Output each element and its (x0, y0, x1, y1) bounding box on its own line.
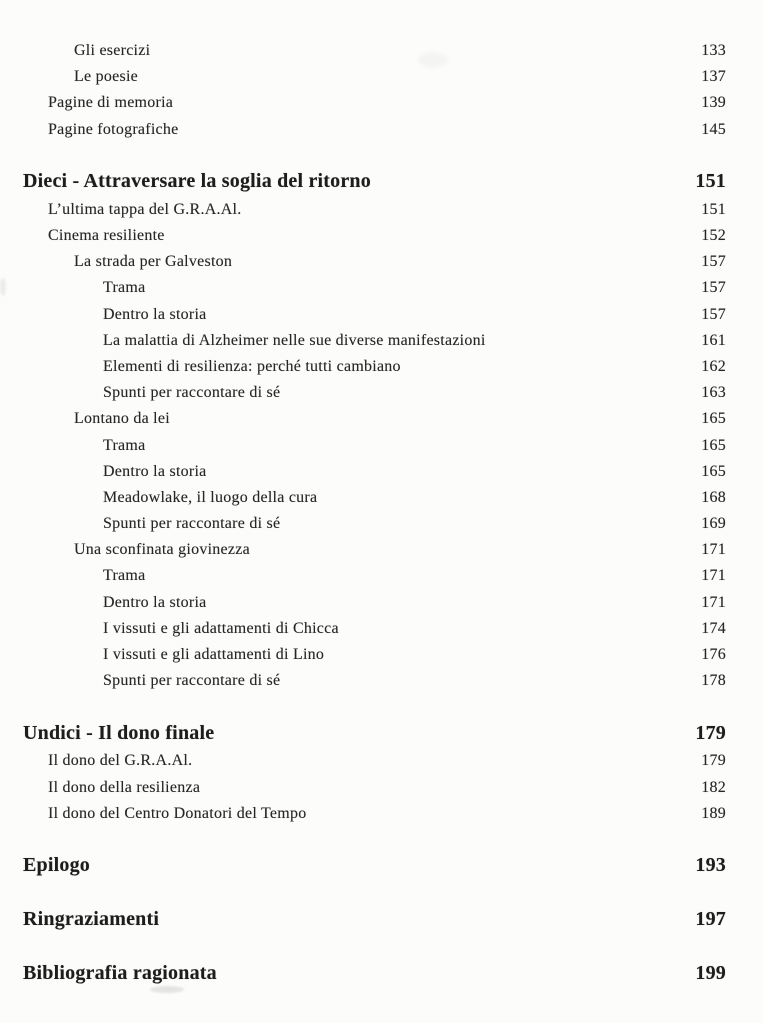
toc-entry (23, 302, 726, 328)
toc-entry-page-number: 171 (701, 567, 726, 585)
toc-entry-page-number: 178 (701, 672, 726, 690)
toc-entry-label: I vissuti e gli adattamenti di Chicca (103, 619, 339, 637)
toc-entry-page-number: 163 (701, 384, 726, 402)
toc-entry-label: Pagine di memoria (48, 94, 174, 112)
toc-entry (23, 64, 726, 90)
toc-entry-label: I vissuti e gli adattamenti di Lino (103, 646, 325, 664)
toc-entry (23, 590, 726, 616)
toc-entry-label: Il dono del Centro Donatori del Tempo (48, 804, 307, 822)
toc-entry-page-number: 199 (695, 962, 726, 985)
toc-entry-page-number: 197 (695, 908, 726, 931)
toc-entry-page-number: 171 (701, 541, 726, 559)
toc-entry-label: Gli esercizi (74, 42, 151, 60)
toc-entry (23, 851, 726, 881)
toc-entry-page-number: 176 (701, 646, 726, 664)
toc-entry-page-number: 157 (701, 279, 726, 297)
toc-entry-label: L’ultima tappa del G.R.A.Al. (48, 200, 242, 218)
toc-entry (23, 668, 726, 694)
toc-entry (23, 616, 726, 642)
toc-entry (23, 380, 726, 406)
toc-entry-page-number: 133 (701, 42, 726, 60)
toc-entry (23, 642, 726, 668)
toc-entry-label: Pagine fotografiche (48, 120, 179, 138)
toc-entry (23, 537, 726, 563)
toc-entry (23, 167, 726, 197)
toc-entry-page-number: 157 (701, 253, 726, 271)
toc-entry-page-number: 165 (701, 462, 726, 480)
toc-entry-label: Spunti per raccontare di sé (103, 672, 281, 690)
toc-entry-label: Dentro la storia (103, 593, 207, 611)
toc-entry-label: Undici - Il dono finale (23, 721, 215, 744)
toc-entry (23, 406, 726, 432)
toc-entry (23, 38, 726, 64)
toc-entry (23, 432, 726, 458)
toc-entry-page-number: 151 (701, 200, 726, 218)
toc-entry-page-number: 174 (701, 619, 726, 637)
toc-entry-label: Spunti per raccontare di sé (103, 515, 281, 533)
toc-entry (23, 775, 726, 801)
toc-entry (23, 718, 726, 748)
toc-entry (23, 223, 726, 249)
toc-entry (23, 197, 726, 223)
toc-entry (23, 905, 726, 935)
toc-entry (23, 90, 726, 116)
toc-entry (23, 328, 726, 354)
toc-entry-label: Epilogo (23, 854, 90, 877)
toc-entry (23, 511, 726, 537)
toc-entry (23, 563, 726, 589)
toc-entry-label: Cinema resiliente (48, 227, 165, 245)
toc-entry-page-number: 139 (701, 94, 726, 112)
toc-entry-page-number: 182 (701, 778, 726, 796)
toc-entry-label: Ringraziamenti (23, 908, 160, 931)
toc-entry-page-number: 157 (701, 305, 726, 323)
toc-entry (23, 748, 726, 774)
toc-entry-label: Dentro la storia (103, 305, 207, 323)
toc-entry-page-number: 152 (701, 227, 726, 245)
toc-entry-label: Dieci - Attraversare la soglia del ritorno (23, 170, 371, 193)
toc-entry (23, 117, 726, 143)
toc-entry-page-number: 169 (701, 515, 726, 533)
toc-entry-label: La strada per Galveston (74, 253, 233, 271)
toc-entry (23, 354, 726, 380)
toc-entry-label: Trama (103, 279, 146, 297)
toc-entry-page-number: 168 (701, 488, 726, 506)
toc-entry-label: Lontano da lei (74, 410, 170, 428)
toc-entry-label: Dentro la storia (103, 462, 207, 480)
toc-entry-page-number: 145 (701, 120, 726, 138)
toc-entry-label: Spunti per raccontare di sé (103, 384, 281, 402)
toc-entry-page-number: 162 (701, 357, 726, 375)
toc-entry-label: Una sconfinata giovinezza (74, 541, 250, 559)
toc-entry (23, 959, 726, 989)
toc-entry-label: Bibliografia ragionata (23, 962, 217, 985)
toc-entry-page-number: 165 (701, 410, 726, 428)
toc-entry-page-number: 171 (701, 593, 726, 611)
toc-entry-label: Meadowlake, il luogo della cura (103, 488, 318, 506)
toc-entry-page-number: 179 (701, 752, 726, 770)
toc-entry-label: La malattia di Alzheimer nelle sue diverse manifestazioni (103, 331, 486, 349)
toc-entry-page-number: 137 (701, 68, 726, 86)
toc-entry-label: Le poesie (74, 68, 138, 86)
toc-entry-label: Il dono del G.R.A.Al. (48, 752, 193, 770)
toc-entry-label: Trama (103, 567, 146, 585)
toc-entry-page-number: 151 (695, 170, 726, 193)
toc-entry-page-number: 179 (695, 721, 726, 744)
toc-entry (23, 485, 726, 511)
toc-entry-page-number: 165 (701, 436, 726, 454)
toc-entry-label: Il dono della resilienza (48, 778, 201, 796)
toc-entry (23, 801, 726, 827)
toc-entry-page-number: 161 (701, 331, 726, 349)
toc-entry (23, 275, 726, 301)
toc-entry (23, 459, 726, 485)
toc-entry-page-number: 193 (695, 854, 726, 877)
toc-entry-label: Elementi di resilienza: perché tutti cambiano (103, 357, 401, 375)
toc-entry-page-number: 189 (701, 804, 726, 822)
toc-entry (23, 249, 726, 275)
toc-entry-label: Trama (103, 436, 146, 454)
